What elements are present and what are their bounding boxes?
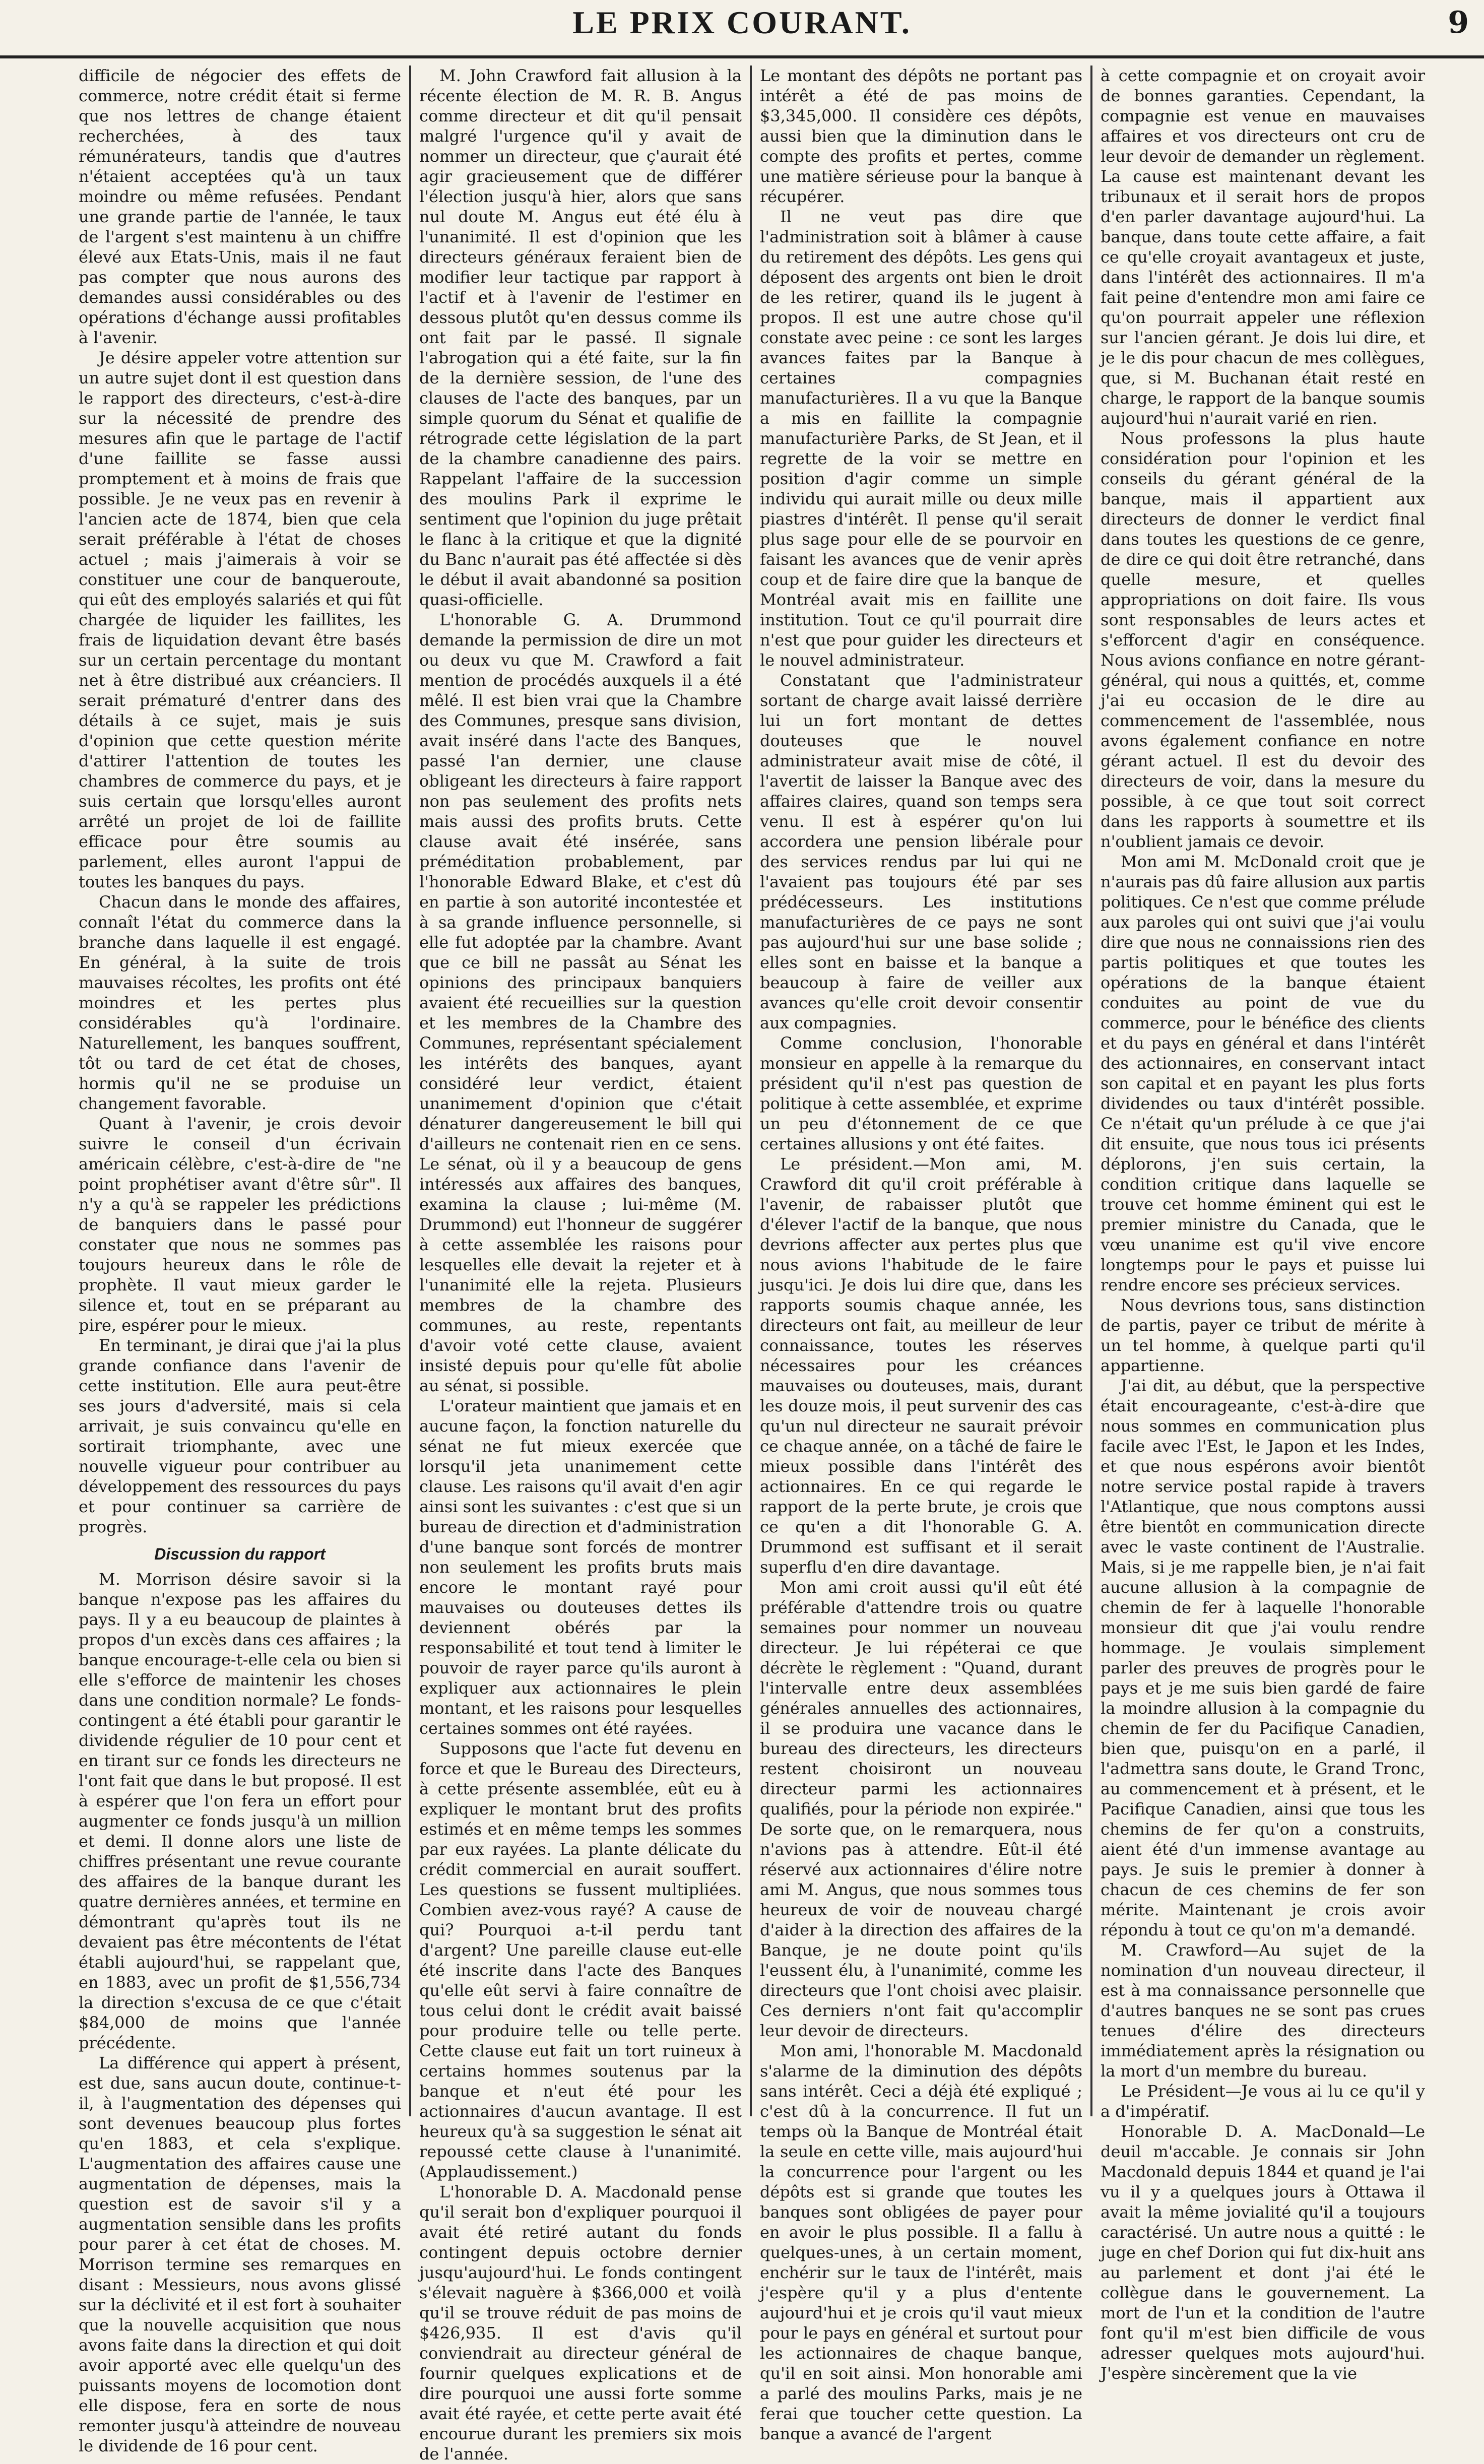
paragraph: Chacun dans le monde des affaires, connaît l'état du commerce dans la branche dans laquelle il est engagé. En général, à la suite de trois mauvaises récoltes, les profits ont été moindres et les pertes plus considérables qu'à l'ordinaire. Naturellement, les banques souffrent, tôt ou tard de cet état de choses, hormis qu'il ne se produise un changement favorable. (79, 892, 401, 1113)
paragraph: Mon ami M. McDonald croit que je n'aurais pas dû faire allusion aux partis politiques. Ce n'est que comme prélude aux paroles qui ont suivi que j'ai voulu dire que nous ne connaissions rien des partis politiques et que toutes les opérations de la banque étaient conduites au point de vue du commerce, pour le bénéfice des clients et du pays en général et dans l'intérêt des actionnaires, en conservant intact son capital et en payant les plus forts dividendes ou taux d'intérêt possible. Ce n'était qu'un prélude à ce que j'ai dit ensuite, que nous tous ici présents déplorons, j'en suis certain, la condition critique dans laquelle se trouve cet homme éminent qui est le premier ministre du Canada, que le vœu unanime est qu'il vive encore longtemps pour le pays et puisse lui rendre encore ses précieux services. (1101, 852, 1425, 1294)
paragraph: L'orateur maintient que jamais et en aucune façon, la fonction naturelle du sénat ne fut mieux exercée que lorsqu'il jeta unanimement cette clause. Les raisons qu'il avait d'en agir ainsi sont les suivantes : c'est que si un bureau de direction et d'administration d'une banque sont forcés de montrer non seulement les profits bruts mais encore le montant rayé pour mauvaises ou douteuses dettes ils deviennent obérés par la responsabilité et tout tend à limiter le pouvoir de rayer parce qu'ils auront à expliquer aux actionnaires le plein montant, et les raisons pour lesquelles certaines sommes ont été rayées. (419, 1396, 742, 1738)
section-heading: Discussion du rapport (154, 1545, 326, 1563)
publication-title: LE PRIX COURANT. (572, 5, 912, 40)
paragraph: Comme conclusion, l'honorable monsieur en appelle à la remarque du président qu'il n'est pas question de politique à cette assemblée, et exprime un peu d'étonnement de ce que certaines allusions y ont été faites. (760, 1033, 1082, 1153)
column-2 (411, 66, 752, 2463)
paragraph: J'ai dit, au début, que la perspective était encourageante, c'est-à-dire que nous sommes en communication plus facile avec l'Est, le Japon et les Indes, et que nous espérons avoir bientôt notre service postal rapide à travers l'Atlantique, que nous comptons aussi être bientôt en communication directe avec le vaste continent de l'Australie. Mais, si je me rappelle bien, je n'ai fait aucune allusion à la compagnie de chemin de fer à laquelle l'honorable monsieur dit que j'ai voulu rendre hommage. Je voulais simplement parler des preuves de progrès pour le pays et je me suis bien gardé de faire la moindre allusion à la compagnie du chemin de fer du Pacifique Canadien, bien que, puisqu'on en a parlé, il l'admettra sans doute, le Grand Tronc, au commencement et à présent, et le Pacifique Canadien, ainsi que tous les chemins de fer qu'on a construits, aient été d'un immense avantage au pays. Je suis le premier à donner à chacun de ces chemins de fer son mérite. Maintenant je crois avoir répondu à tout ce qu'on m'a demandé. (1101, 1376, 1425, 1939)
paragraph: Je désire appeler votre attention sur un autre sujet dont il est question dans le rapport des directeurs, c'est-à-dire sur la nécessité de prendre des mesures afin que le partage de l'actif d'une faillite se fasse aussi promptement et à moins de frais que possible. Je ne veux pas en revenir à l'ancien acte de 1874, bien que cela serait préférable à l'état de choses actuel ; mais j'aimerais à voir se constituer une cour de banqueroute, qui eût des employés salariés et qui fût chargée de liquider les faillites, les frais de liquidation devant être basés sur un certain percentage du montant net à être distribué aux créanciers. Il serait prématuré d'entrer dans des détails à ce sujet, mais je suis d'opinion que cette question mérite d'attirer l'attention de toutes les chambres de commerce du pays, et je suis certain que lorsqu'elles auront arrêté un projet de loi de faillite efficace pour être soumis au parlement, elles auront l'appui de toutes les banques du pays. (79, 348, 401, 891)
paragraph: M. Crawford—Au sujet de la nomination d'un nouveau directeur, il est à ma connaissance personnelle que d'autres banques ne se sont pas crues tenues d'élire des directeurs immédiatement après la résignation ou la mort d'un membre du bureau. (1101, 1940, 1425, 2081)
paragraph: Le Président—Je vous ai lu ce qu'il y a d'impératif. (1101, 2082, 1425, 2121)
paragraph: Honorable D. A. MacDonald—Le deuil m'accable. Je connais sir John Macdonald depuis 1844 et quand je l'ai vu il y a quelques jours à Ottawa il avait la même jovialité qu'il a toujours caractérisé. Un autre nous a quitté : le juge en chef Dorion qui fut dix-huit ans au parlement et dont j'ai été le collègue dans le gouvernement. La mort de l'un et la condition de l'autre font qu'il m'est bien difficile de vous adresser quelques mots aujourd'hui. J'espère sincèrement que la vie (1101, 2122, 1425, 2383)
paragraph: Nous devrions tous, sans distinction de partis, payer ce tribut de mérite à un tel homme, à quelque parti qu'il appartienne. (1101, 1295, 1425, 1375)
paragraph: à cette compagnie et on croyait avoir de bonnes garanties. Cependant, la compagnie est venue en mauvaises affaires et vos directeurs ont cru de leur devoir de demander un règlement. La cause est maintenant devant les tribunaux et il serait hors de propos d'en parler davantage aujourd'hui. La banque, dans toute cette affaire, a fait ce qu'elle croyait avantageux et juste, dans l'intérêt des actionnaires. Il m'a fait peine d'entendre mon ami faire ce qu'on pourrait appeler une réflexion sur l'ancien gérant. Je dois lui dire, et je le dis pour chacun de mes collègues, que, si M. Buchanan était resté en charge, le rapport de la banque soumis aujourd'hui n'aurait varié en rien. (1101, 66, 1425, 428)
column-1 (71, 66, 411, 2455)
paragraph: M. Morrison désire savoir si la banque n'expose pas les affaires du pays. Il y a eu beaucoup de plaintes à propos d'un excès dans ces affaires ; la banque encourage-t-elle cela ou bien si elle s'efforce de maintenir les choses dans une condition normale? Le fonds-contingent a été établi pour garantir le dividende régulier de 10 pour cent et en tirant sur ce fonds les directeurs ne l'ont fait que dans le but proposé. Il est à espérer que l'on fera un effort pour augmenter ce fonds jusqu'à un million et demi. Il donne alors une liste de chiffres présentant une revue courante des affaires de la banque durant les quatre dernières années, et termine en démontrant qu'après tout ils ne devaient pas être mécontents de l'état établi aujourd'hui, se rappelant que, en 1883, avec un profit de $1,556,734 la direction s'excusa de ce que c'était $84,000 de moins que l'année précédente. (79, 1570, 401, 2052)
paragraph: Il ne veut pas dire que l'administration soit à blâmer à cause du retirement des dépôts. Les gens qui déposent des argents ont bien le droit de les retirer, quand ils le jugent à propos. Il est une autre chose qu'il constate avec peine : ce sont les larges avances faites par la Banque à certaines compagnies manufacturières. Il a vu que la Banque a mis en faillite la compagnie manufacturière Parks, de St Jean, et il regrette de la voir se mettre en position d'agir comme un simple individu qui aurait mille ou deux mille piastres d'intérêt. Il pense qu'il serait plus sage pour elle de se pourvoir en faisant les avances que de venir après coup et de faire dire que la banque de Montréal avait mis en faillite une institution. Tout ce qu'il pourrait dire n'est que pour guider les directeurs et le nouvel administrateur. (760, 207, 1082, 670)
paragraph: L'honorable D. A. Macdonald pense qu'il serait bon d'expliquer pourquoi il avait été retiré autant du fonds contingent depuis octobre dernier jusqu'aujourd'hui. Le fonds contingent s'élevait naguère à $366,000 et voilà qu'il se trouve réduit de pas moins de $426,935. Il est d'avis qu'il conviendrait au directeur général de fournir quelques explications et de dire pourquoi une aussi forte somme avait été rayée, et cette perte avait été encourue durant les premiers six mois de l'année. (419, 2182, 742, 2463)
column-3 (752, 66, 1092, 2443)
paragraph: En terminant, je dirai que j'ai la plus grande confiance dans l'avenir de cette institution. Elle aura peut-être ses jours d'adversité, mais si cela arrivait, je suis convaincu qu'elle en sortirait triomphante, avec une nouvelle vigueur pour contribuer au développement des ressources du pays et pour continuer sa carrière de progrès. (79, 1336, 401, 1536)
paragraph: Nous professons la plus haute considération pour l'opinion et les conseils du gérant général de la banque, mais il appartient aux directeurs de donner le verdict final dans toutes les questions de ce genre, de dire ce qui doit être retranché, dans quelle mesure, et quelles appropriations on doit faire. Ils vous sont responsables de leurs actes et s'efforcent d'agir en conséquence. Nous avions confiance en notre gérant-général, qui nous a quittés, et, comme j'ai eu occasion de le dire au commencement de l'assemblée, nous avons également confiance en notre gérant actuel. Il est du devoir des directeurs de voir, dans la mesure du possible, à ce que tout soit correct dans les rapports à soumettre et ils n'oublient jamais ce devoir. (1101, 429, 1425, 851)
paragraph: La différence qui appert à présent, est due, sans aucun doute, continue-t-il, à l'augmentation des dépenses qui sont devenues beaucoup plus fortes qu'en 1883, et cela s'explique. L'augmentation des affaires cause une augmentation de dépenses, mais la question est de savoir s'il y a augmentation sensible dans les profits pour parer à cet état de choses. M. Morrison termine ses remarques en disant : Messieurs, nous avons glissé sur la déclivité et il est fort à souhaiter que la nouvelle acquisition que nous avons faite dans la direction et qui doit avoir apporté avec elle quelqu'un des puissants moyens de locomotion dont elle dispose, fera en sorte de nous remonter jusqu'à atteindre de nouveau le dividende de 16 pour cent. (79, 2053, 401, 2455)
paragraph: Constatant que l'administrateur sortant de charge avait laissé derrière lui un fort montant de dettes douteuses que le nouvel administrateur avait mise de côté, il l'avertit de laisser la Banque avec des affaires claires, quand son temps sera venu. Il est à espérer qu'on lui accordera une pension libérale pour des services rendus par lui qui ne l'avaient pas toujours été par ses prédécesseurs. Les institutions manufacturières de ce pays ne sont pas aujourd'hui sur une base solide ; elles sont en baisse et la banque a beaucoup à faire de veiller aux avances qu'elle croit devoir consentir aux compagnies. (760, 671, 1082, 1032)
paragraph: Le président.—Mon ami, M. Crawford dit qu'il croit préférable à l'avenir, de rabaisser plutôt que d'élever l'actif de la banque, que nous devrions affecter aux pertes plus que nous avions l'habitude de le faire jusqu'ici. Je dois lui dire que, dans les rapports soumis chaque année, les directeurs ont fait, au meilleur de leur connaissance, toutes les réserves nécessaires pour les créances mauvaises ou douteuses, mais, durant les douze mois, il peut survenir des cas qu'un nul directeur ne saurait prévoir ce chaque année, on a tâché de faire le mieux possible dans l'intérêt des actionnaires. En ce qui regarde le rapport de la perte brute, je crois que ce qu'en a dit l'honorable G. A. Drummond est suffisant et il serait superflu d'en dire davantage. (760, 1154, 1082, 1577)
column-4 (1092, 66, 1433, 2383)
paragraph: difficile de négocier des effets de commerce, notre crédit était si ferme que nos lettres de change étaient recherchées, à des taux rémunérateurs, tandis que d'autres n'étaient acceptées qu'à un taux moindre ou même refusées. Pendant une grande partie de l'année, le taux de l'argent s'est maintenu à un chiffre élevé aux Etats-Unis, mais il ne faut pas compter que nous aurons des demandes aussi considérables ou des opérations d'échange aussi profitables à l'avenir. (79, 66, 401, 347)
paragraph: Quant à l'avenir, je crois devoir suivre le conseil d'un écrivain américain célèbre, c'est-à-dire de "ne point prophétiser avant d'être sûr". Il n'y a qu'à se rappeler les prédictions de banquiers dans le passé pour constater que nous ne sommes pas toujours heureux dans le rôle de prophète. Il vaut mieux garder le silence et, tout en se préparant au pire, espérer pour le mieux. (79, 1114, 401, 1335)
paragraph: Le montant des dépôts ne portant pas intérêt a été de pas moins de $3,345,000. Il considère ces dépôts, aussi bien que la diminution dans le compte des profits et pertes, comme une matière sérieuse pour la banque à récupérer. (760, 66, 1082, 206)
paragraph: L'honorable G. A. Drummond demande la permission de dire un mot ou deux vu que M. Crawford a fait mention de procédés auxquels il a été mêlé. Il est bien vrai que la Chambre des Communes, presque sans division, avait inséré dans l'acte des Banques, passé l'an dernier, une clause obligeant les directeurs à faire rapport non pas seulement des profits nets mais aussi des profits bruts. Cette clause avait été insérée, sans préméditation probablement, par l'honorable Edward Blake, et c'est dû en partie à son autorité incontestée et à sa grande influence personnelle, si elle fut adoptée par la chambre. Avant que ce bill ne passât au Sénat les opinions des principaux banquiers avaient été recueillies sur la question et les membres de la Chambre des Communes, représentant spécialement les intérêts des banques, ayant considéré leur verdict, étaient unanimement d'opinion que c'était dénaturer dangereusement le bill qui d'ailleurs ne contenait rien en ce sens. Le sénat, où il y a beaucoup de gens intéressés aux affaires des banques, examina la clause ; lui-même (M. Drummond) eut l'honneur de suggérer à cette assemblée les raisons pour lesquelles elle devait la rejeter et à l'unanimité elle la rejeta. Plusieurs membres de la chambre des communes, au reste, repentants d'avoir voté cette clause, avaient insisté depuis pour qu'elle fût abolie au sénat, si possible. (419, 610, 742, 1395)
paragraph: Mon ami, l'honorable M. Macdonald s'alarme de la diminution des dépôts sans intérêt. Ceci a déjà été expliqué ; c'est dû à la concurrence. Il fut un temps où la Banque de Montréal était la seule en cette ville, mais aujourd'hui la concurrence pour l'argent ou les dépôts est si grande que toutes les banques sont obligées de payer pour en avoir le plus possible. Il a fallu à quelques-unes, à un certain moment, enchérir sur le taux de l'intérêt, mais j'espère qu'il y a plus d'entente aujourd'hui et je crois qu'il vaut mieux pour le pays en général et surtout pour les actionnaires de chaque banque, qu'il en soit ainsi. Mon honorable ami a parlé des moulins Parks, mais je ne ferai que toucher cette question. La banque a avancé de l'argent (760, 2041, 1082, 2443)
paragraph: Supposons que l'acte fut devenu en force et que le Bureau des Directeurs, à cette présente assemblée, eût eu à expliquer le montant brut des profits estimés et en même temps les sommes par eux rayées. La plante délicate du crédit commercial en aurait souffert. Les questions se fussent multipliées. Combien avez-vous rayé? A cause de qui? Pourquoi a-t-il perdu tant d'argent? Une pareille clause eut-elle été inscrite dans l'acte des Banques qu'elle eût servi à faire connaître de tous celui dont le crédit avait baissé pour produire telle ou telle perte. Cette clause eut fait un tort ruineux à certains hommes soutenus par la banque et n'eut été pour les actionnaires d'aucun avantage. Il est heureux qu'à sa suggestion le sénat ait repoussé cette clause à l'unanimité. (Applaudissement.) (419, 1739, 742, 2181)
masthead (0, 0, 1484, 58)
paragraph: M. John Crawford fait allusion à la récente élection de M. R. B. Angus comme directeur et dit qu'il pensait malgré l'urgence qu'il y avait de nommer un directeur, que ç'aurait été agir gracieusement que de différer l'élection jusqu'à hier, alors que sans nul doute M. Angus eut été élu à l'unanimité. Il est d'opinion que les directeurs généraux feraient bien de modifier leur tactique par rapport à l'actif et à l'avenir de l'estimer en dessous plutôt qu'en dessus comme ils ont fait par le passé. Il signale l'abrogation qui a été faite, sur la fin de la dernière session, de l'une des clauses de l'acte des banques, par un simple quorum du Sénat et qualifie de rétrograde cette législation de la part de la chambre canadienne des pairs. Rappelant l'affaire de la succession des moulins Park il exprime le sentiment que l'opinion du juge prêtait le flanc à la critique et que la dignité du Banc n'aurait pas été affectée si dès le début il avait abandonné sa position quasi-officielle. (419, 66, 742, 609)
page-number: 9 (1448, 5, 1469, 40)
article-columns (71, 66, 1476, 2463)
paragraph: Mon ami croit aussi qu'il eût été préférable d'attendre trois ou quatre semaines pour nommer un nouveau directeur. Je lui répéterai ce que décrète le règlement : "Quand, durant l'intervalle entre deux assemblées générales annuelles des actionnaires, il se produira une vacance dans le bureau des directeurs, les directeurs restent choisiront un nouveau directeur parmi les actionnaires qualifiés, pour la période non expirée." De sorte que, on le remarquera, nous n'avions pas à attendre. Eût-il été réservé aux actionnaires d'élire notre ami M. Angus, que nous sommes tous heureux de voir de nouveau chargé d'aider à la direction des affaires de la Banque, je ne doute point qu'ils l'eussent élu, à l'unanimité, comme les directeurs que l'ont choisi avec plaisir. Ces derniers n'ont fait qu'accomplir leur devoir de directeurs. (760, 1578, 1082, 2040)
